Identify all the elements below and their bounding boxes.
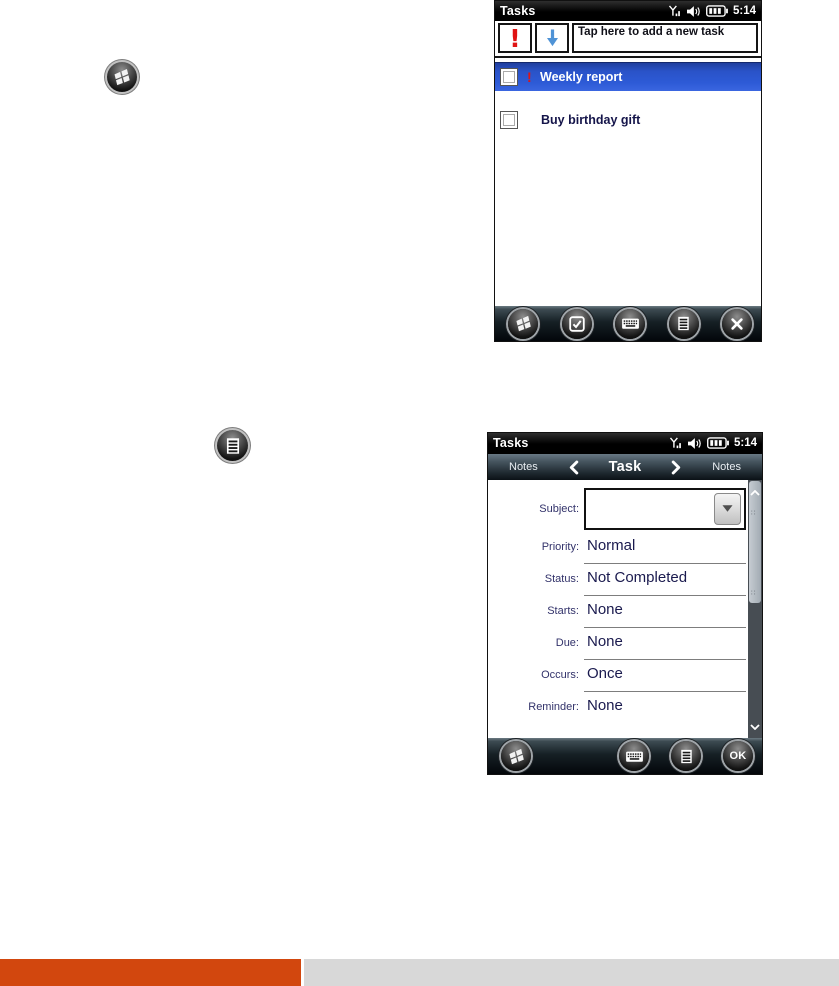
subject-dropdown-button[interactable] bbox=[714, 493, 741, 525]
windows-flag-icon bbox=[507, 747, 526, 766]
close-button[interactable] bbox=[722, 309, 752, 339]
tab-notes-left[interactable]: Notes bbox=[509, 461, 538, 473]
windows-flag-icon bbox=[514, 314, 533, 333]
starts-value[interactable]: None bbox=[584, 596, 746, 628]
scrollbar[interactable]: ∷ ∷ bbox=[748, 480, 762, 738]
task-checkbox[interactable] bbox=[500, 68, 518, 86]
occurs-value[interactable]: Once bbox=[584, 660, 746, 692]
keyboard-button[interactable] bbox=[615, 309, 645, 339]
task-row-weekly-report[interactable] bbox=[495, 62, 761, 91]
title-bar bbox=[495, 1, 761, 21]
signal-icon bbox=[669, 437, 682, 450]
priority-value[interactable]: Normal bbox=[584, 532, 746, 564]
add-task-placeholder: Tap here to add a new task bbox=[578, 26, 725, 38]
footer-accent-bar bbox=[0, 959, 301, 986]
task-name: Buy birthday gift bbox=[541, 112, 641, 127]
field-label: Due: bbox=[555, 637, 579, 649]
clock: 5:14 bbox=[733, 437, 757, 449]
speaker-icon bbox=[686, 5, 701, 18]
pivot-tab-bar bbox=[488, 453, 762, 480]
subject-input[interactable] bbox=[584, 488, 746, 530]
title-bar bbox=[488, 433, 762, 453]
task-edit-screen bbox=[487, 432, 763, 775]
tab-notes-right[interactable]: Notes bbox=[712, 461, 741, 473]
tasks-list-screen bbox=[494, 0, 762, 342]
chevron-right-icon[interactable] bbox=[671, 460, 682, 475]
battery-icon bbox=[706, 5, 728, 17]
dropdown-triangle-icon bbox=[721, 503, 734, 514]
field-label: Status: bbox=[544, 573, 579, 585]
status-icons bbox=[669, 437, 757, 450]
bottom-toolbar bbox=[488, 738, 762, 774]
starts-row bbox=[488, 596, 746, 628]
task-checkbox[interactable] bbox=[500, 111, 518, 129]
command-bar bbox=[495, 21, 761, 58]
due-row bbox=[488, 628, 746, 660]
occurs-row bbox=[488, 660, 746, 692]
ok-button[interactable] bbox=[723, 741, 753, 771]
task-row-buy-birthday-gift[interactable] bbox=[495, 105, 761, 134]
menu-icon bbox=[674, 314, 693, 333]
tab-task-active[interactable]: Task bbox=[608, 459, 642, 475]
chevron-left-icon[interactable] bbox=[568, 460, 579, 475]
scroll-up-icon[interactable] bbox=[748, 483, 762, 501]
priority-row bbox=[488, 532, 746, 564]
scroll-down-icon[interactable] bbox=[748, 717, 762, 735]
task-list bbox=[495, 58, 761, 306]
ok-label: OK bbox=[729, 750, 747, 762]
reminder-value[interactable]: None bbox=[587, 697, 623, 714]
signal-icon bbox=[668, 5, 681, 18]
task-form bbox=[488, 480, 762, 738]
battery-icon bbox=[707, 437, 729, 449]
keyboard-button[interactable] bbox=[619, 741, 649, 771]
menu-button[interactable] bbox=[669, 309, 699, 339]
priority-mark: ! bbox=[527, 69, 532, 85]
priority-sort-button[interactable] bbox=[498, 23, 532, 53]
field-label: Occurs: bbox=[541, 669, 579, 681]
subject-row bbox=[488, 485, 746, 532]
clock: 5:14 bbox=[732, 5, 756, 17]
field-label: Reminder: bbox=[528, 701, 579, 713]
menu-icon bbox=[217, 430, 248, 461]
sort-order-button[interactable] bbox=[535, 23, 569, 53]
status-value[interactable]: Not Completed bbox=[584, 564, 746, 596]
complete-task-button[interactable] bbox=[562, 309, 592, 339]
menu-button[interactable] bbox=[671, 741, 701, 771]
windows-start-icon bbox=[107, 62, 137, 92]
status-icons bbox=[668, 5, 756, 18]
reminder-row bbox=[488, 692, 746, 723]
add-task-field[interactable] bbox=[572, 23, 758, 53]
checkbox-icon bbox=[567, 314, 587, 334]
field-label: Starts: bbox=[547, 605, 579, 617]
exclamation-icon: ! bbox=[509, 23, 521, 53]
keyboard-icon bbox=[624, 746, 645, 767]
subject-label: Subject: bbox=[539, 502, 579, 515]
bottom-toolbar bbox=[495, 306, 761, 341]
field-label: Priority: bbox=[541, 541, 579, 553]
down-arrow-icon bbox=[543, 28, 562, 49]
task-name: Weekly report bbox=[540, 70, 623, 84]
speaker-icon bbox=[687, 437, 702, 450]
start-button[interactable] bbox=[501, 741, 531, 771]
due-value[interactable]: None bbox=[584, 628, 746, 660]
close-icon bbox=[727, 314, 747, 334]
app-title: Tasks bbox=[493, 436, 529, 450]
footer-gray-bar bbox=[304, 959, 839, 986]
app-title: Tasks bbox=[500, 4, 536, 18]
menu-icon bbox=[677, 747, 696, 766]
keyboard-icon bbox=[620, 313, 641, 334]
status-row bbox=[488, 564, 746, 596]
start-button[interactable] bbox=[508, 309, 538, 339]
